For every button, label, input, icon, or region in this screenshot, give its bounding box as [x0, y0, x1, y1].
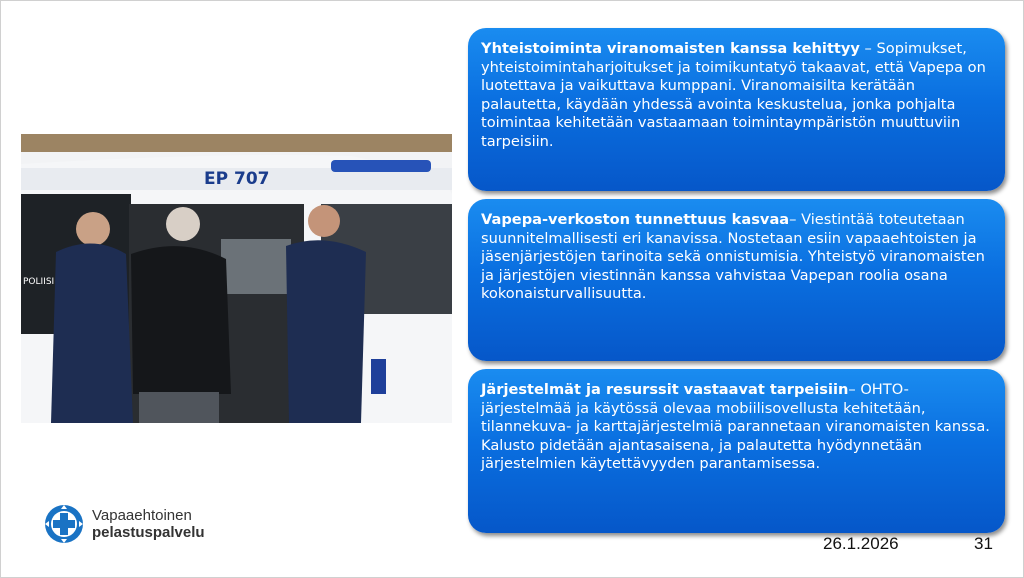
slide-number: 31 [974, 534, 993, 553]
goal-box-systems [468, 369, 1005, 533]
goal-box-awareness [468, 199, 1005, 361]
cross-logo-icon [44, 504, 84, 544]
police-badge-text: POLIISI [23, 277, 55, 287]
separator: – [789, 211, 802, 228]
goal-title: Yhteistoiminta viranomaisten kanssa kehittyy [481, 40, 860, 57]
goal-body: Viestintää toteutetaan suunnitelmallisesti eri kanavissa. Nostetaan esiin vapaaehtoisten ja jäsenjärjestöjen tarinoita sekä onnistumisia. Yhteistyö viranomaisten ja järjestöjen viestinnän kanssa vahvistaa Vapepan roolia osana kokonaisturvallisuutta. [481, 211, 985, 303]
slide-date: 26.1.2026 [823, 534, 899, 553]
vapepa-logo [44, 504, 205, 544]
van-number: EP 707 [204, 169, 270, 189]
goal-body: Sopimukset, yhteistoimintaharjoitukset ja toimikuntatyö takaavat, että Vapepa on luotettava ja vaikuttava kumppani. Viranomaisilta kerätään palautetta, käydään yhdessä avointa keskustelua, jonka pohjalta toimintaa kehitetään vastaamaan toimintaympäristön muuttuviin tarpeisiin. [481, 40, 986, 150]
logo-line2: pelastuspalvelu [92, 524, 205, 541]
goal-box-cooperation [468, 28, 1005, 191]
separator: – [848, 381, 861, 398]
separator: – [859, 40, 877, 57]
goal-title: Järjestelmät ja resurssit vastaavat tarpeisiin [481, 381, 849, 398]
goal-body: OHTO-järjestelmää ja käytössä olevaa mobiilisovellusta kehitetään, tilannekuva- ja karttajärjestelmiä parannetaan viranomaisten kanssa. Kalusto pidetään ajantasaisena, ja palautetta hyödynnetään järjestelmien käytettävyyden parantamisessa. [481, 381, 990, 473]
police-van-photo [21, 134, 452, 423]
goal-title: Vapepa-verkoston tunnettuus kasvaa [481, 211, 790, 228]
logo-line1: Vapaaehtoinen [92, 507, 192, 524]
